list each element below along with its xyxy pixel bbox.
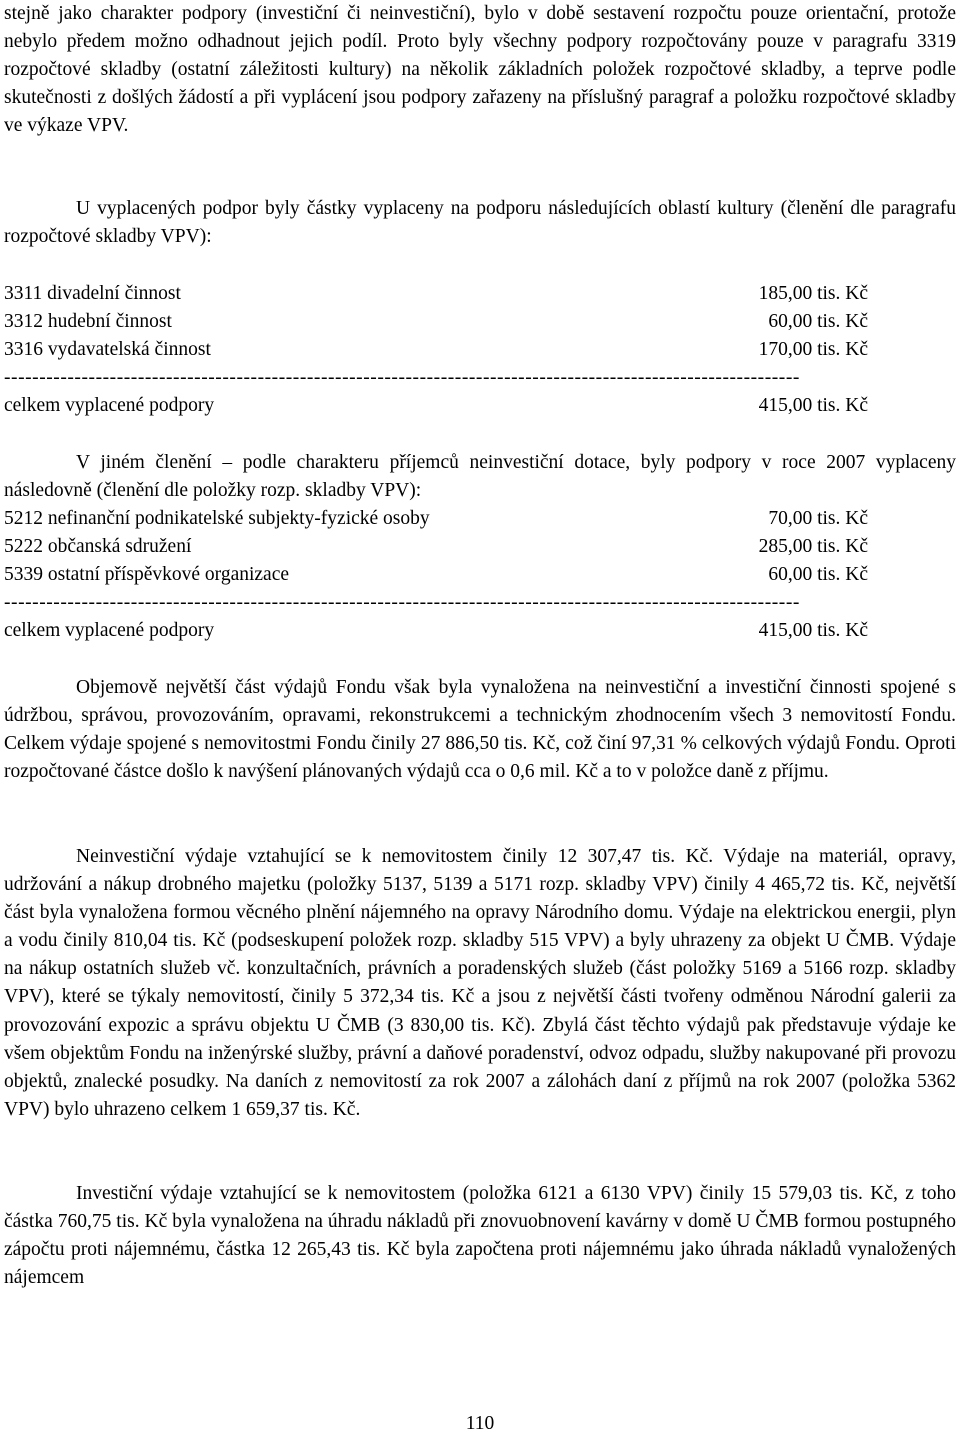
paragraph-section1-intro: U vyplacených podpor byly částky vyplaceny na podporu následujících oblastí kultury (členění dle paragrafu rozpočtové skladby VPV): <box>4 198 956 248</box>
paragraph-property-expenses: Objemově největší část výdajů Fondu však byla vynaložena na neinvestiční a investiční činnosti spojené s údržbou, správou, provozováním, opravami, rekonstrukcemi a technickým zhodnocením všech 3 nemovitostí Fondu. Celkem výdaje spojené s nemovitostmi Fondu činily 27 886,50 tis. Kč, což činí 97,31 % celkových výdajů Fondu. Oproti rozpočtované částce došlo k navýšení plánovaných výdajů cca o 0,6 mil. Kč a to v položce daně z příjmu. <box>4 677 956 783</box>
page-number: 110 <box>465 1413 495 1434</box>
row-label: 5212 nefinanční podnikatelské subjekty-fyzické osoby <box>4 508 430 529</box>
separator-line: ----------------------------------------------------------------------------------------------------------------- <box>4 367 800 389</box>
paragraph-noninvestment-expenses: Neinvestiční výdaje vztahující se k nemovitostem činily 12 307,47 tis. Kč. Výdaje na materiál, opravy, udržování a nákup drobného majetku (položky 5137, 5139 a 5171 rozp. skladby VPV) činily 4 465,72 tis. Kč, největší část byla vynaložena formou věcného plnění nájemného na opravy Národního domu. Výdaje na elektrickou energii, plyn a vodu činily 810,04 tis. Kč (podseskupení položek rozp. skladby 515 VPV) a byly uhrazeny za objekt U ČMB. Výdaje na nákup ostatních služeb vč. konzultačních, právních a poradenských služeb (část položky 5169 a 5166 rozp. skladby VPV), které se týkaly nemovitostí, činily 5 372,34 tis. Kč a jsou z největší části tvořeny odměnou Národní galerii za provozování expozic a správu objektu U ČMB (3 830,00 tis. Kč). Zbylá část těchto výdajů pak představuje výdaje ke všem objektům Fondu na inženýrské služby, právní a daňové poradenství, odvoz odpadu, služby nakupované při provozu objektů, znalecké posudky. Na daních z nemovitostí za rok 2007 a zálohách daní z příjmů na rok 2007 (položka 5362 VPV) bylo uhrazeno celkem 1 659,37 tis. Kč. <box>4 846 956 1120</box>
paragraph-support-character: stejně jako charakter podpory (investiční či neinvestiční), bylo v době sestavení rozpočtu pouze orientační, protože nebylo předem možno odhadnout jejich podíl. Proto byly všechny podpory rozpočtovány pouze v paragrafu 3319 rozpočtové skladby (ostatní záležitosti kultury) na několik základních položek rozpočtové skladby, a teprve podle skutečnosti z došlých žádostí a při vyplácení jsou podpory zařazeny na příslušný paragraf a položku rozpočtové skladby ve výkaze VPV. <box>4 3 956 137</box>
row-amount: 60,00 tis. Kč <box>768 311 868 333</box>
row-label: 3316 vydavatelská činnost <box>4 339 211 361</box>
row-amount: 170,00 tis. Kč <box>758 339 868 361</box>
table-row <box>4 336 956 364</box>
row-label: 3311 divadelní činnost <box>4 283 181 304</box>
table-support-by-area <box>4 280 956 420</box>
total-amount: 415,00 tis. Kč <box>758 620 868 642</box>
row-label: 5222 občanská sdružení <box>4 536 192 558</box>
row-label: 5339 ostatní příspěvkové organizace <box>4 564 290 586</box>
total-row <box>4 392 956 420</box>
table-support-by-recipient <box>4 505 956 645</box>
total-label: celkem vyplacené podpory <box>4 620 215 642</box>
row-amount: 60,00 tis. Kč <box>768 564 868 586</box>
row-amount: 285,00 tis. Kč <box>758 536 868 558</box>
table-row <box>4 533 956 561</box>
row-amount: 70,00 tis. Kč <box>768 508 868 529</box>
table-row <box>4 505 956 533</box>
paragraph-section2-intro: V jiném členění – podle charakteru příjemců neinvestiční dotace, byly podpory v roce 2007 vyplaceny následovně (členění dle položky rozp. skladby VPV): <box>4 452 956 502</box>
row-label: 3312 hudební činnost <box>4 311 172 333</box>
row-amount: 185,00 tis. Kč <box>758 283 868 304</box>
total-label: celkem vyplacené podpory <box>4 395 215 417</box>
total-amount: 415,00 tis. Kč <box>758 395 868 417</box>
paragraph-investment-expenses: Investiční výdaje vztahující se k nemovitostem (položka 6121 a 6130 VPV) činily 15 579,03 tis. Kč, z toho částka 760,75 tis. Kč byla vynaložena na úhradu nákladů při znovuobnovení kavárny v domě U ČMB formou postupného zápočtu proti nájemnému, částka 12 265,43 tis. Kč byla započtena proti nájemnému jako úhrada nákladů vynaložených nájemcem <box>4 1183 956 1289</box>
total-row <box>4 617 956 645</box>
separator-line: ----------------------------------------------------------------------------------------------------------------- <box>4 592 800 614</box>
table-row <box>4 561 956 589</box>
table-row <box>4 280 956 308</box>
table-row <box>4 308 956 336</box>
